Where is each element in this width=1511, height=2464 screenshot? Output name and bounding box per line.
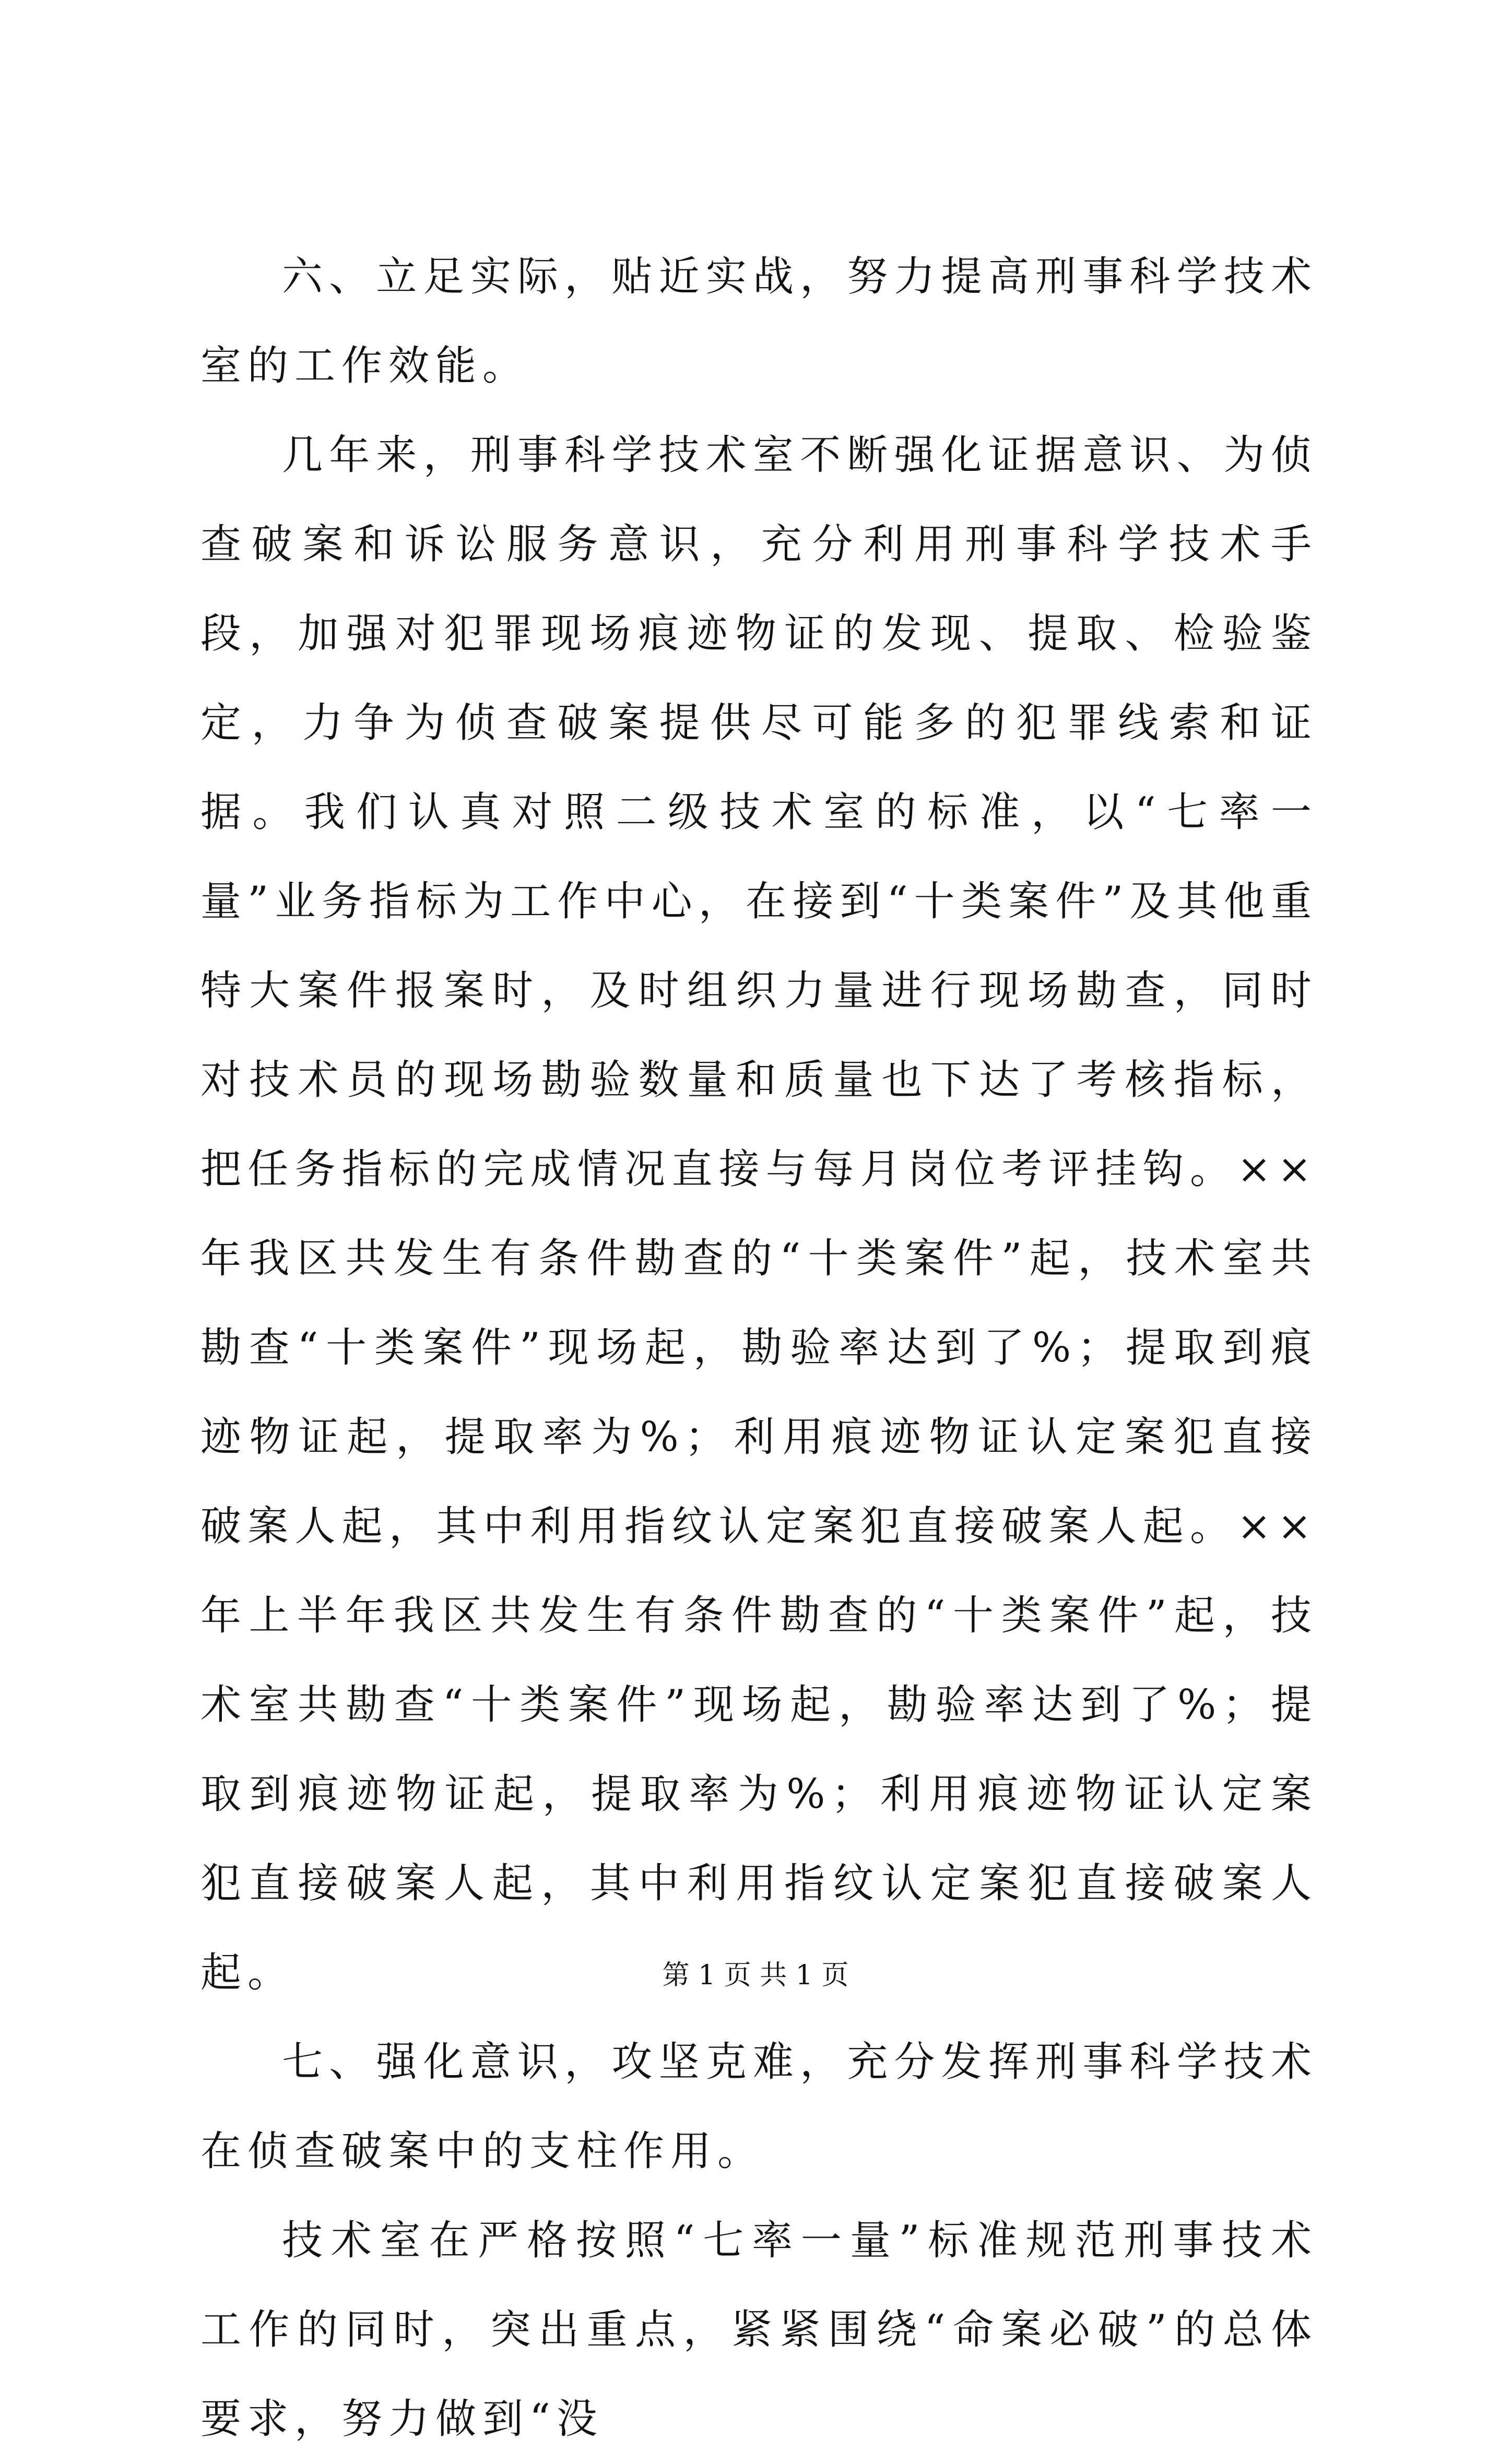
page-footer: 第 1 页 共 1 页 bbox=[662, 1960, 849, 1991]
body-paragraph: 几年来，刑事科学技术室不断强化证据意识、为侦查破案和诉讼服务意识，充分利用刑事科学技术手段，加强对犯罪现场痕迹物证的发现、提取、检验鉴定，力争为侦查破案提供尽可能多的犯罪线索和证据。我们认真对照二级技术室的标准，以“七率一量”业务指标为工作中心，在接到“十类案件”及其他重特大案件报案时，及时组织力量进行现场勘查，同时对技术员的现场勘验数量和质量也下达了考核指标，把任务指标的完成情况直接与每月岗位考评挂钩。××年我区共发生有条件勘查的“十类案件”起，技术室共勘查“十类案件”现场起，勘验率达到了%；提取到痕迹物证起，提取率为%；利用痕迹物证认定案犯直接破案人起，其中利用指纹认定案犯直接破案人起。××年上半年我区共发生有条件勘查的“十类案件”起，技术室共勘查“十类案件”现场起，勘验率达到了%；提取到痕迹物证起，提取率为%；利用痕迹物证认定案犯直接破案人起，其中利用指纹认定案犯直接破案人起。 bbox=[200, 432, 1318, 1996]
section-heading-six: 六、立足实际，贴近实战，努力提高刑事科学技术室的工作效能。 bbox=[200, 253, 1318, 389]
document-body bbox=[200, 232, 1318, 2464]
section-heading-seven: 七、强化意识，攻坚克难，充分发挥刑事科学技术在侦查破案中的支柱作用。 bbox=[200, 2039, 1318, 2175]
body-paragraph: 技术室在严格按照“七率一量”标准规范刑事技术工作的同时，突出重点，紧紧围绕“命案必破”的总体要求，努力做到“没 bbox=[200, 2217, 1318, 2443]
